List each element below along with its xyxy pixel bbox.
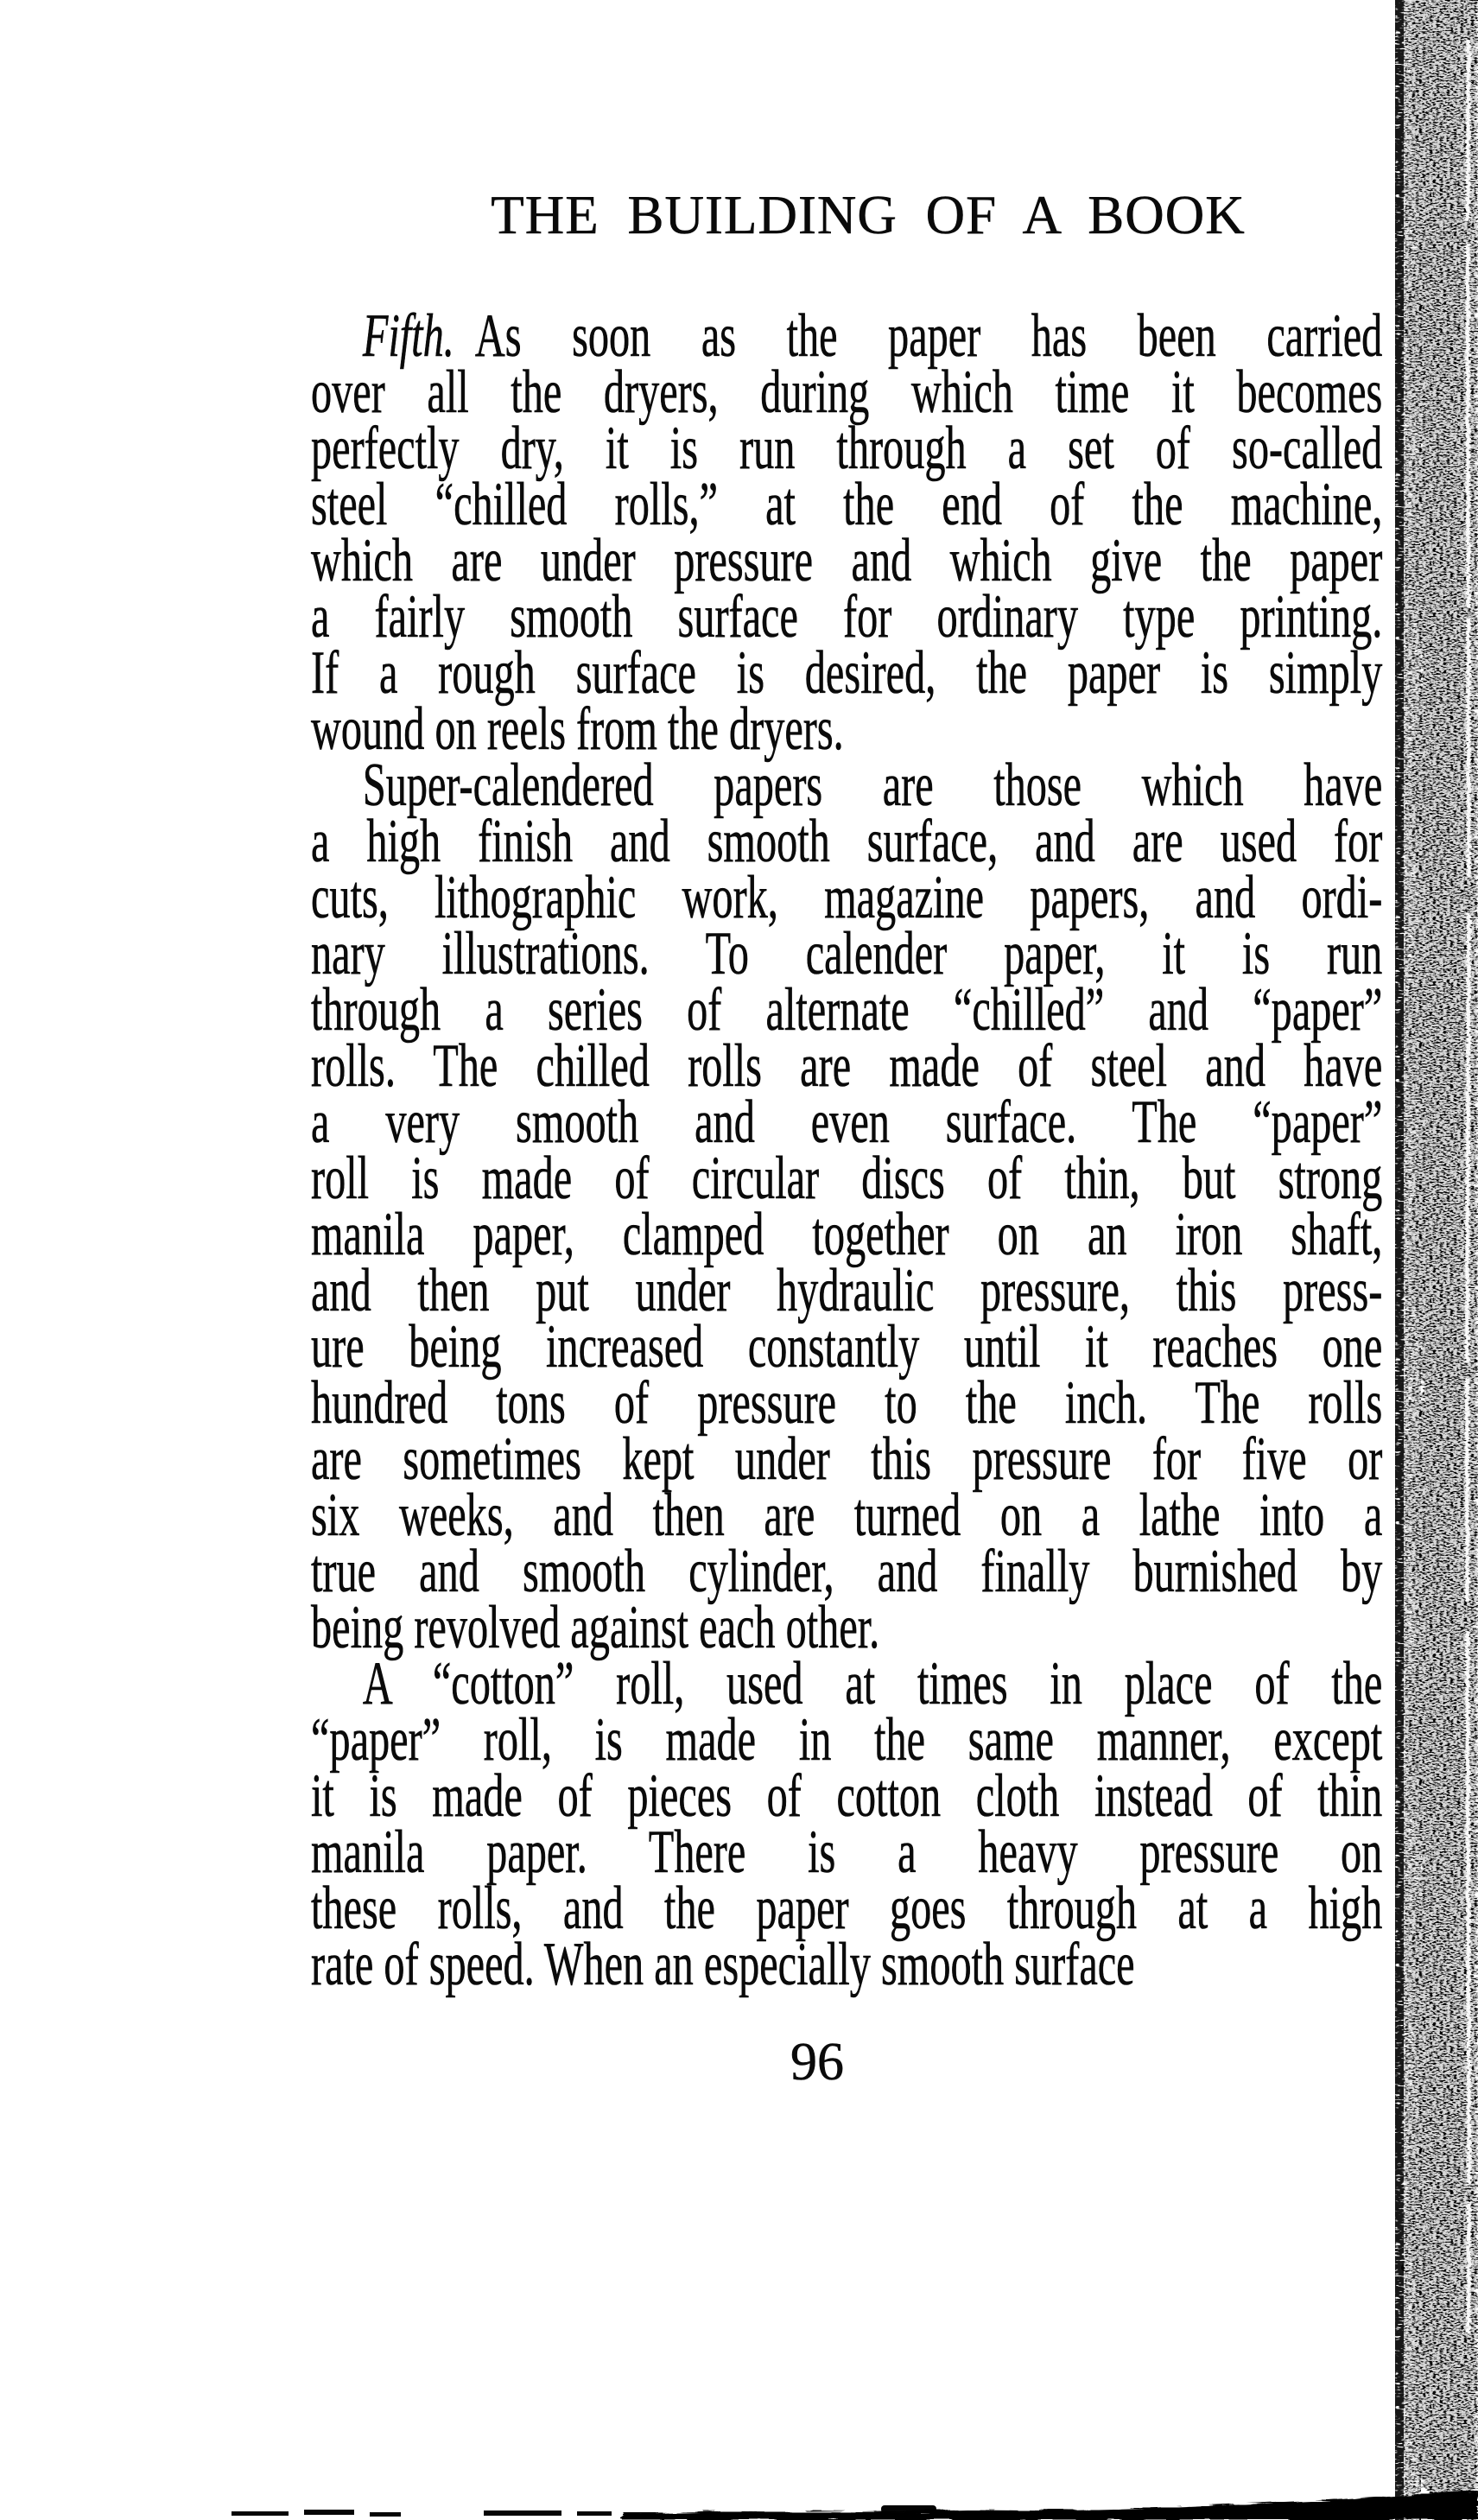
page-bottom-edge-shadow bbox=[0, 2491, 1478, 2520]
text-line: over all the dryers, during which time it becomes bbox=[311, 359, 1383, 426]
bottom-edge-graphic bbox=[0, 2491, 1478, 2520]
text-line: roll is made of circular discs of thin, but strong bbox=[311, 1145, 1383, 1212]
text-line: Fifth. As soon as the paper has been carried bbox=[362, 302, 1383, 370]
text-line: rate of speed. When an especially smooth surface bbox=[311, 1931, 1135, 1998]
text-line: which are under pressure and which give the paper bbox=[311, 527, 1383, 594]
text-line: these rolls, and the paper goes through at a high bbox=[311, 1875, 1383, 1942]
text-line: ure being increased constantly until it reaches one bbox=[311, 1313, 1383, 1381]
running-head: THE BUILDING OF A BOOK bbox=[491, 185, 1246, 245]
paragraph bbox=[311, 302, 1383, 763]
text-line: manila paper, clamped together on an iron shaft, bbox=[311, 1201, 1383, 1268]
text-line: it is made of pieces of cotton cloth instead of thin bbox=[311, 1762, 1383, 1830]
text-line: manila paper. There is a heavy pressure on bbox=[311, 1819, 1383, 1886]
text-line: a very smooth and even surface. The “paper” bbox=[311, 1089, 1383, 1156]
text-line: cuts, lithographic work, magazine papers, and ordi- bbox=[311, 864, 1383, 931]
gutter-shadow-graphic bbox=[1395, 0, 1478, 2520]
text-line: a fairly smooth surface for ordinary type printing. bbox=[311, 583, 1383, 651]
text-line: are sometimes kept under this pressure for five or bbox=[311, 1425, 1383, 1493]
text-line: a high finish and smooth surface, and are used for bbox=[311, 808, 1383, 875]
text-line: A “cotton” roll, used at times in place of the bbox=[362, 1650, 1383, 1717]
text-line: six weeks, and then are turned on a lathe into a bbox=[311, 1482, 1383, 1549]
paragraph bbox=[311, 752, 1383, 1661]
book-gutter-shadow bbox=[1395, 0, 1478, 2520]
body-text bbox=[311, 302, 1383, 1998]
text-line: perfectly dry, it is run through a set of so-called bbox=[311, 415, 1383, 482]
paragraph bbox=[311, 1650, 1383, 1998]
text-line: “paper” roll, is made in the same manner, except bbox=[311, 1706, 1383, 1774]
text-line: rolls. The chilled rolls are made of steel and have bbox=[311, 1032, 1383, 1100]
italic-lead-word: Fifth. bbox=[362, 302, 454, 370]
text-line: steel “chilled rolls,” at the end of the machine, bbox=[311, 471, 1383, 538]
text-line: being revolved against each other. bbox=[311, 1594, 880, 1661]
text-line: true and smooth cylinder, and finally burnished by bbox=[311, 1538, 1383, 1605]
text-line: wound on reels from the dryers. bbox=[311, 695, 844, 763]
page-number: 96 bbox=[790, 2033, 844, 2092]
text-line: If a rough surface is desired, the paper is simply bbox=[311, 639, 1383, 707]
text-line: through a series of alternate “chilled” and “paper” bbox=[311, 976, 1383, 1044]
text-line: nary illustrations. To calender paper, it is run bbox=[311, 920, 1383, 987]
text-line: and then put under hydraulic pressure, this press- bbox=[311, 1257, 1383, 1324]
text-line: hundred tons of pressure to the inch. The rolls bbox=[311, 1369, 1383, 1437]
text-line: Super-calendered papers are those which have bbox=[362, 752, 1383, 819]
